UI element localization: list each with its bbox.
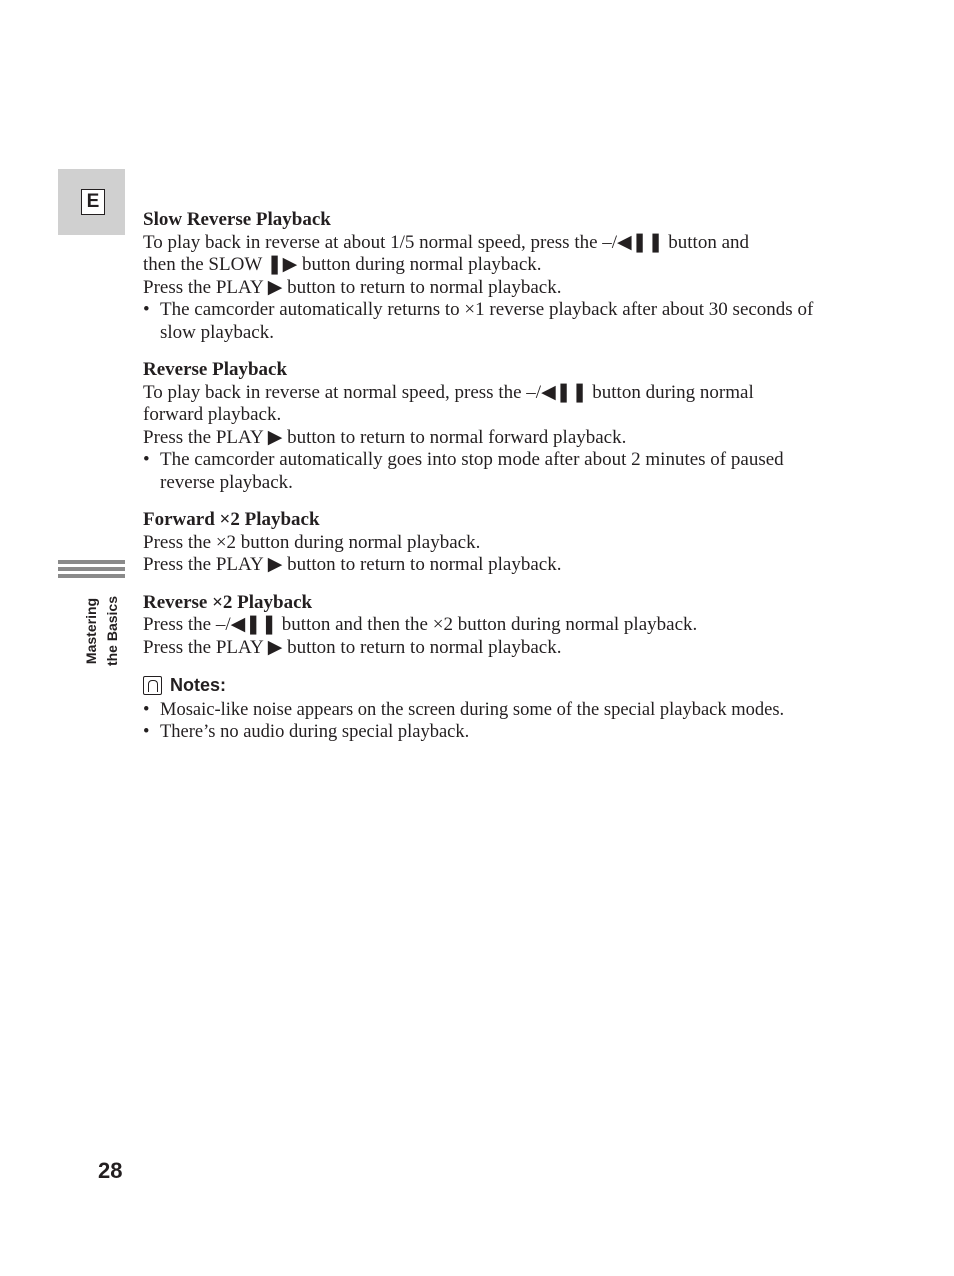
body-line: Press the ×2 button during normal playback.: [143, 531, 481, 553]
section-heading: Slow Reverse Playback: [143, 209, 331, 230]
chapter-label-line1: Mastering: [83, 597, 99, 665]
chapter-label-line2: the Basics: [104, 595, 120, 667]
section-heading: Forward ×2 Playback: [143, 509, 320, 530]
body-line: Press the PLAY ▶ button to return to normal playback.: [143, 276, 562, 298]
section-forward-x2: [143, 509, 843, 577]
body-line: To play back in reverse at normal speed, press the –/◀❚❚ button during normal: [143, 381, 754, 403]
body-line: forward playback.: [143, 404, 282, 425]
bullet-icon: •: [143, 449, 150, 470]
note-item: [143, 699, 843, 722]
notes-heading-text: Notes:: [170, 675, 227, 695]
page-number: 28: [98, 1158, 123, 1183]
note-item: [143, 721, 843, 744]
section-heading: Reverse Playback: [143, 359, 288, 380]
section-reverse: [143, 359, 843, 494]
marker-bar: [58, 574, 125, 578]
section-marker: [58, 560, 125, 581]
notes-block: [143, 674, 843, 744]
note-text: There’s no audio during special playback.: [160, 722, 470, 742]
bullet-item: [143, 449, 843, 494]
bullet-text: The camcorder automatically returns to ×1 reverse playback after about 30 seconds of slow playback.: [160, 299, 814, 343]
body-line: Press the PLAY ▶ button to return to normal playback.: [143, 554, 562, 575]
section-slow-reverse: [143, 209, 843, 344]
body-line: To play back in reverse at about 1/5 normal speed, press the –/◀❚❚ button and: [143, 231, 749, 253]
bullet-text: The camcorder automatically goes into stop mode after about 2 minutes of paused reverse playback.: [160, 449, 784, 493]
bullet-icon: •: [143, 699, 150, 720]
body-line: then the SLOW ❚▶ button during normal playback.: [143, 254, 542, 275]
language-letter: E: [81, 189, 105, 215]
language-tab: [58, 169, 125, 235]
marker-bar: [58, 560, 125, 564]
notes-heading: [143, 674, 843, 697]
note-icon: [143, 676, 162, 695]
bullet-icon: •: [143, 722, 150, 742]
bullet-icon: •: [143, 299, 150, 320]
section-reverse-x2: [143, 592, 843, 660]
section-heading: Reverse ×2 Playback: [143, 591, 313, 613]
body-line: Press the –/◀❚❚ button and then the ×2 button during normal playback.: [143, 614, 698, 635]
note-text: Mosaic-like noise appears on the screen during some of the special playback modes.: [160, 699, 785, 720]
body-line: Press the PLAY ▶ button to return to normal forward playback.: [143, 426, 627, 448]
marker-bar: [58, 567, 125, 571]
bullet-item: [143, 299, 843, 344]
main-content: [143, 209, 843, 744]
body-line: Press the PLAY ▶ button to return to normal playback.: [143, 636, 562, 658]
chapter-side-label: [81, 586, 123, 676]
